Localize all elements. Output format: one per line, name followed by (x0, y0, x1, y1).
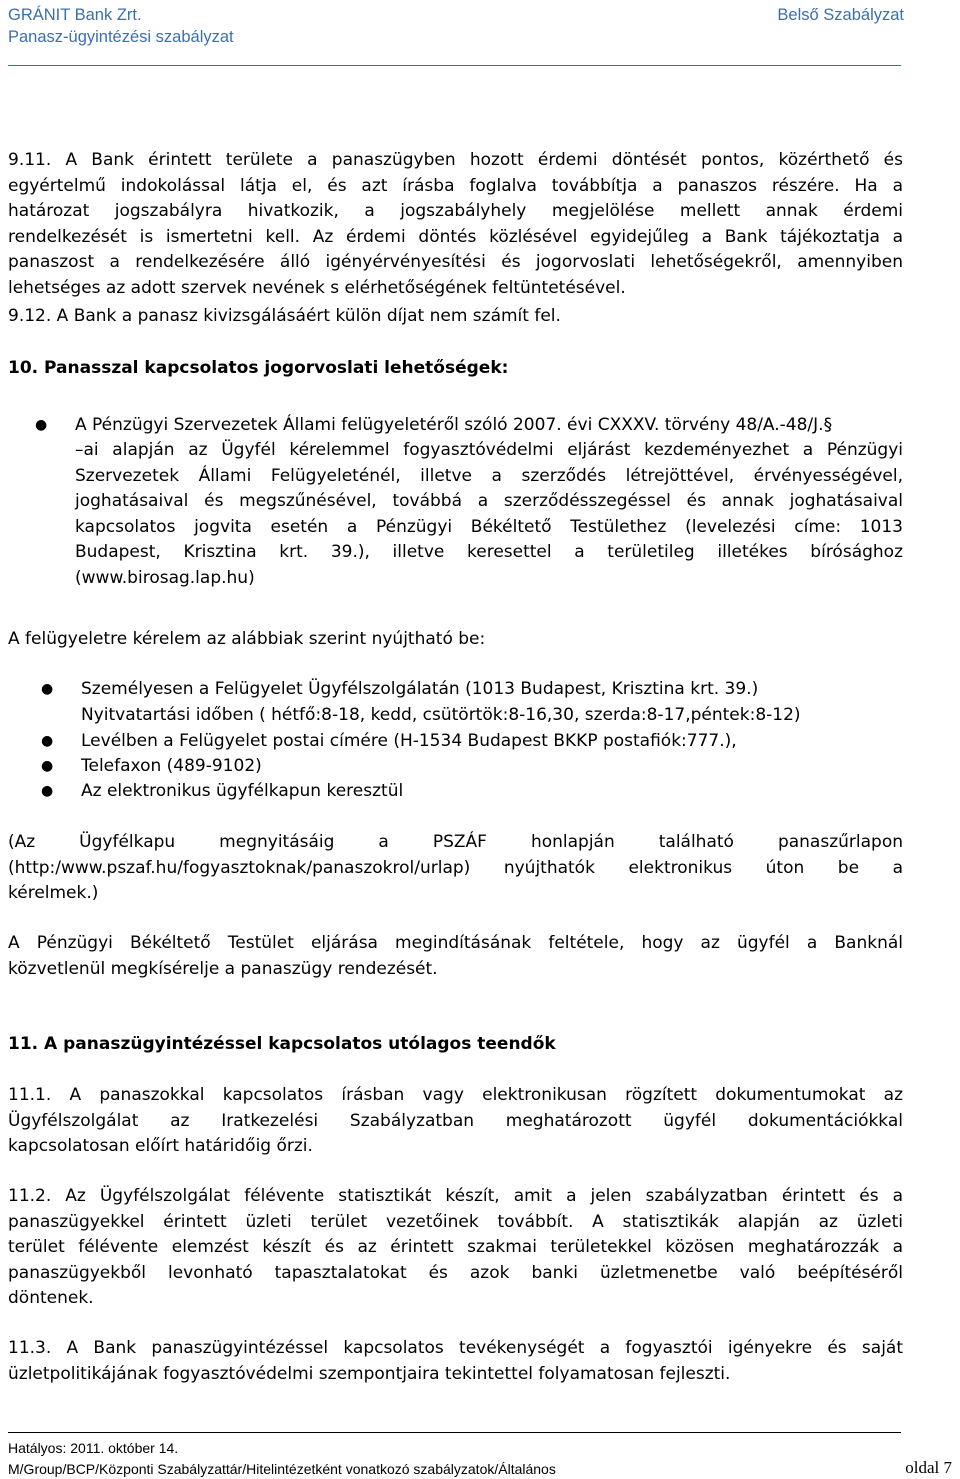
channel-fax: Telefaxon (489-9102) (81, 756, 262, 776)
text-line: (http:/www.pszaf.hu/fogyasztoknak/panaszokrol/urlap) nyújthatók elektronikus úton be a (8, 857, 903, 878)
text-line: egyértelmű indokolással látja el, és azt írásba foglalva továbbítja a panaszos részére. Ha a (8, 175, 903, 196)
page-number: oldal 7 (905, 1458, 952, 1477)
text-line: kérelmek.) (8, 883, 99, 903)
effective-date: Hatályos: 2011. október 14. (8, 1440, 179, 1456)
text-line: kapcsolatos jogvita esetén a Pénzügyi Békéltető Testülethez (levelezési címe: 1013 (75, 516, 903, 537)
text-line: 11.3. A Bank panaszügyintézéssel kapcsolatos tevékenységét a fogyasztói igényekre és saját (8, 1338, 903, 1358)
text-line: Ügyfélszolgálat az Iratkezelési Szabályzatban meghatározott ügyfél dokumentációkkal (8, 1110, 903, 1131)
paragraph-11-2 (8, 1184, 903, 1312)
text-line: Budapest, Krisztina krt. 39.), illetve keresettel a területileg illetékes bírósághoz (75, 542, 903, 562)
text-line: üzletpolitikájának fogyasztóvédelmi szempontjaira tekintettel folyamatosan fejleszti. (8, 1363, 731, 1384)
document-path: M/Group/BCP/Központi Szabályzattár/Hitelintézetként vonatkozó szabályzatok/Általános (8, 1461, 556, 1477)
text-line: kapcsolatosan előírt határidőig őrzi. (8, 1136, 313, 1156)
text-line: joghatásaival és megszűnésével, továbbá a szerződésszegéssel és annak joghatásaival (75, 491, 903, 511)
footer-divider (8, 1432, 901, 1433)
paragraph-11-3 (8, 1336, 903, 1387)
text-line: közvetlenül megkísérelje a panaszügy rendezését. (8, 958, 438, 979)
text-line: –ai alapján az Ügyfél kérelemmel fogyasztóvédelmi eljárást kezdeményezhet a Pénzügyi (75, 440, 903, 460)
text-line: döntenek. (8, 1288, 94, 1308)
bullet-icon: ● (35, 417, 48, 433)
text-line: rendelkezését is ismertetni kell. Az érdemi döntés közlésével egyidejűleg a Bank tájékoztatja a (8, 226, 903, 247)
paragraph-9-11 (8, 148, 903, 301)
paragraph-11-1 (8, 1083, 903, 1160)
channel-client-gate: Az elektronikus ügyfélkapun keresztül (81, 781, 404, 801)
text-line: Szervezetek Állami Felügyeleténél, illetve a szerződés létrejöttével, érvényességével, (75, 465, 903, 486)
text-line: határozat jogszabályra hivatkozik, a jogszabályhely megjelölése mellett annak érdemi (8, 201, 903, 221)
text-line: panaszügyekből levonható tapasztalatokat és azok banki üzletmenetbe való beépítéséről (8, 1262, 903, 1283)
channel-in-person: Személyesen a Felügyelet Ügyfélszolgálatán (1013 Budapest, Krisztina krt. 39.) (81, 679, 759, 699)
text-line: A Pénzügyi Békéltető Testület eljárása megindításának feltétele, hogy az ügyfél a Banknál (8, 933, 903, 953)
document-title: Panasz-ügyintézési szabályzat (8, 28, 234, 46)
text-line: terület félévente elemzést készít és az érintett szakmai területekkel közösen meghatározzák a (8, 1237, 903, 1257)
document-classification: Belső Szabályzat (777, 6, 904, 24)
text-line: panaszost a rendelkezésére álló igényérvényesítési és jogorvoslati lehetőségekről, amennyiben (8, 252, 903, 272)
paragraph-9-12: 9.12. A Bank a panasz kivizsgálásáért külön díjat nem számít fel. (8, 306, 561, 326)
opening-hours: Nyitvatartási időben ( hétfő:8-18, kedd, csütörtök:8-16,30, szerda:8-17,péntek:8-12) (81, 705, 801, 725)
bullet-icon: ● (41, 681, 54, 697)
header-divider (8, 65, 901, 66)
bullet-icon: ● (41, 783, 54, 799)
section-11-heading: 11. A panaszügyintézéssel kapcsolatos utólagos teendők (8, 1034, 556, 1054)
text-line: 9.11. A Bank érintett területe a panaszügyben hozott érdemi döntését pontos, közérthető és (8, 150, 903, 170)
text-line: lehetséges az adott szervek nevének s elérhetőségének feltüntetésével. (8, 277, 626, 298)
bullet-icon: ● (41, 758, 54, 774)
pbt-condition (8, 931, 903, 982)
text-line: (www.birosag.lap.hu) (75, 567, 255, 588)
request-intro: A felügyeletre kérelem az alábbiak szerint nyújtható be: (8, 629, 486, 649)
channel-letter: Levélben a Felügyelet postai címére (H-1534 Budapest BKKP postafiók:777.), (81, 731, 737, 751)
text-line: 11.2. Az Ügyfélszolgálat félévente statisztikát készít, amit a jelen szabályzatban érintett és a (8, 1186, 903, 1206)
legal-reference-continuation (75, 438, 903, 591)
section-10-heading: 10. Panasszal kapcsolatos jogorvoslati lehetőségek: (8, 358, 509, 378)
legal-reference: A Pénzügyi Szervezetek Állami felügyeletéről szóló 2007. évi CXXXV. törvény 48/A.-48/J.§ (75, 415, 833, 435)
text-line: (Az Ügyfélkapu megnyitásáig a PSZÁF honlapján található panaszűrlapon (8, 832, 903, 852)
page-header (8, 5, 904, 25)
portal-note (8, 830, 903, 907)
company-name: GRÁNIT Bank Zrt. (8, 6, 142, 24)
text-line: 11.1. A panaszokkal kapcsolatos írásban vagy elektronikusan rögzített dokumentumokat az (8, 1085, 903, 1105)
bullet-icon: ● (41, 733, 54, 749)
text-line: panaszügyekkel érintett üzleti terület vezetőinek továbbít. A statisztikák alapján az üzleti (8, 1211, 903, 1232)
